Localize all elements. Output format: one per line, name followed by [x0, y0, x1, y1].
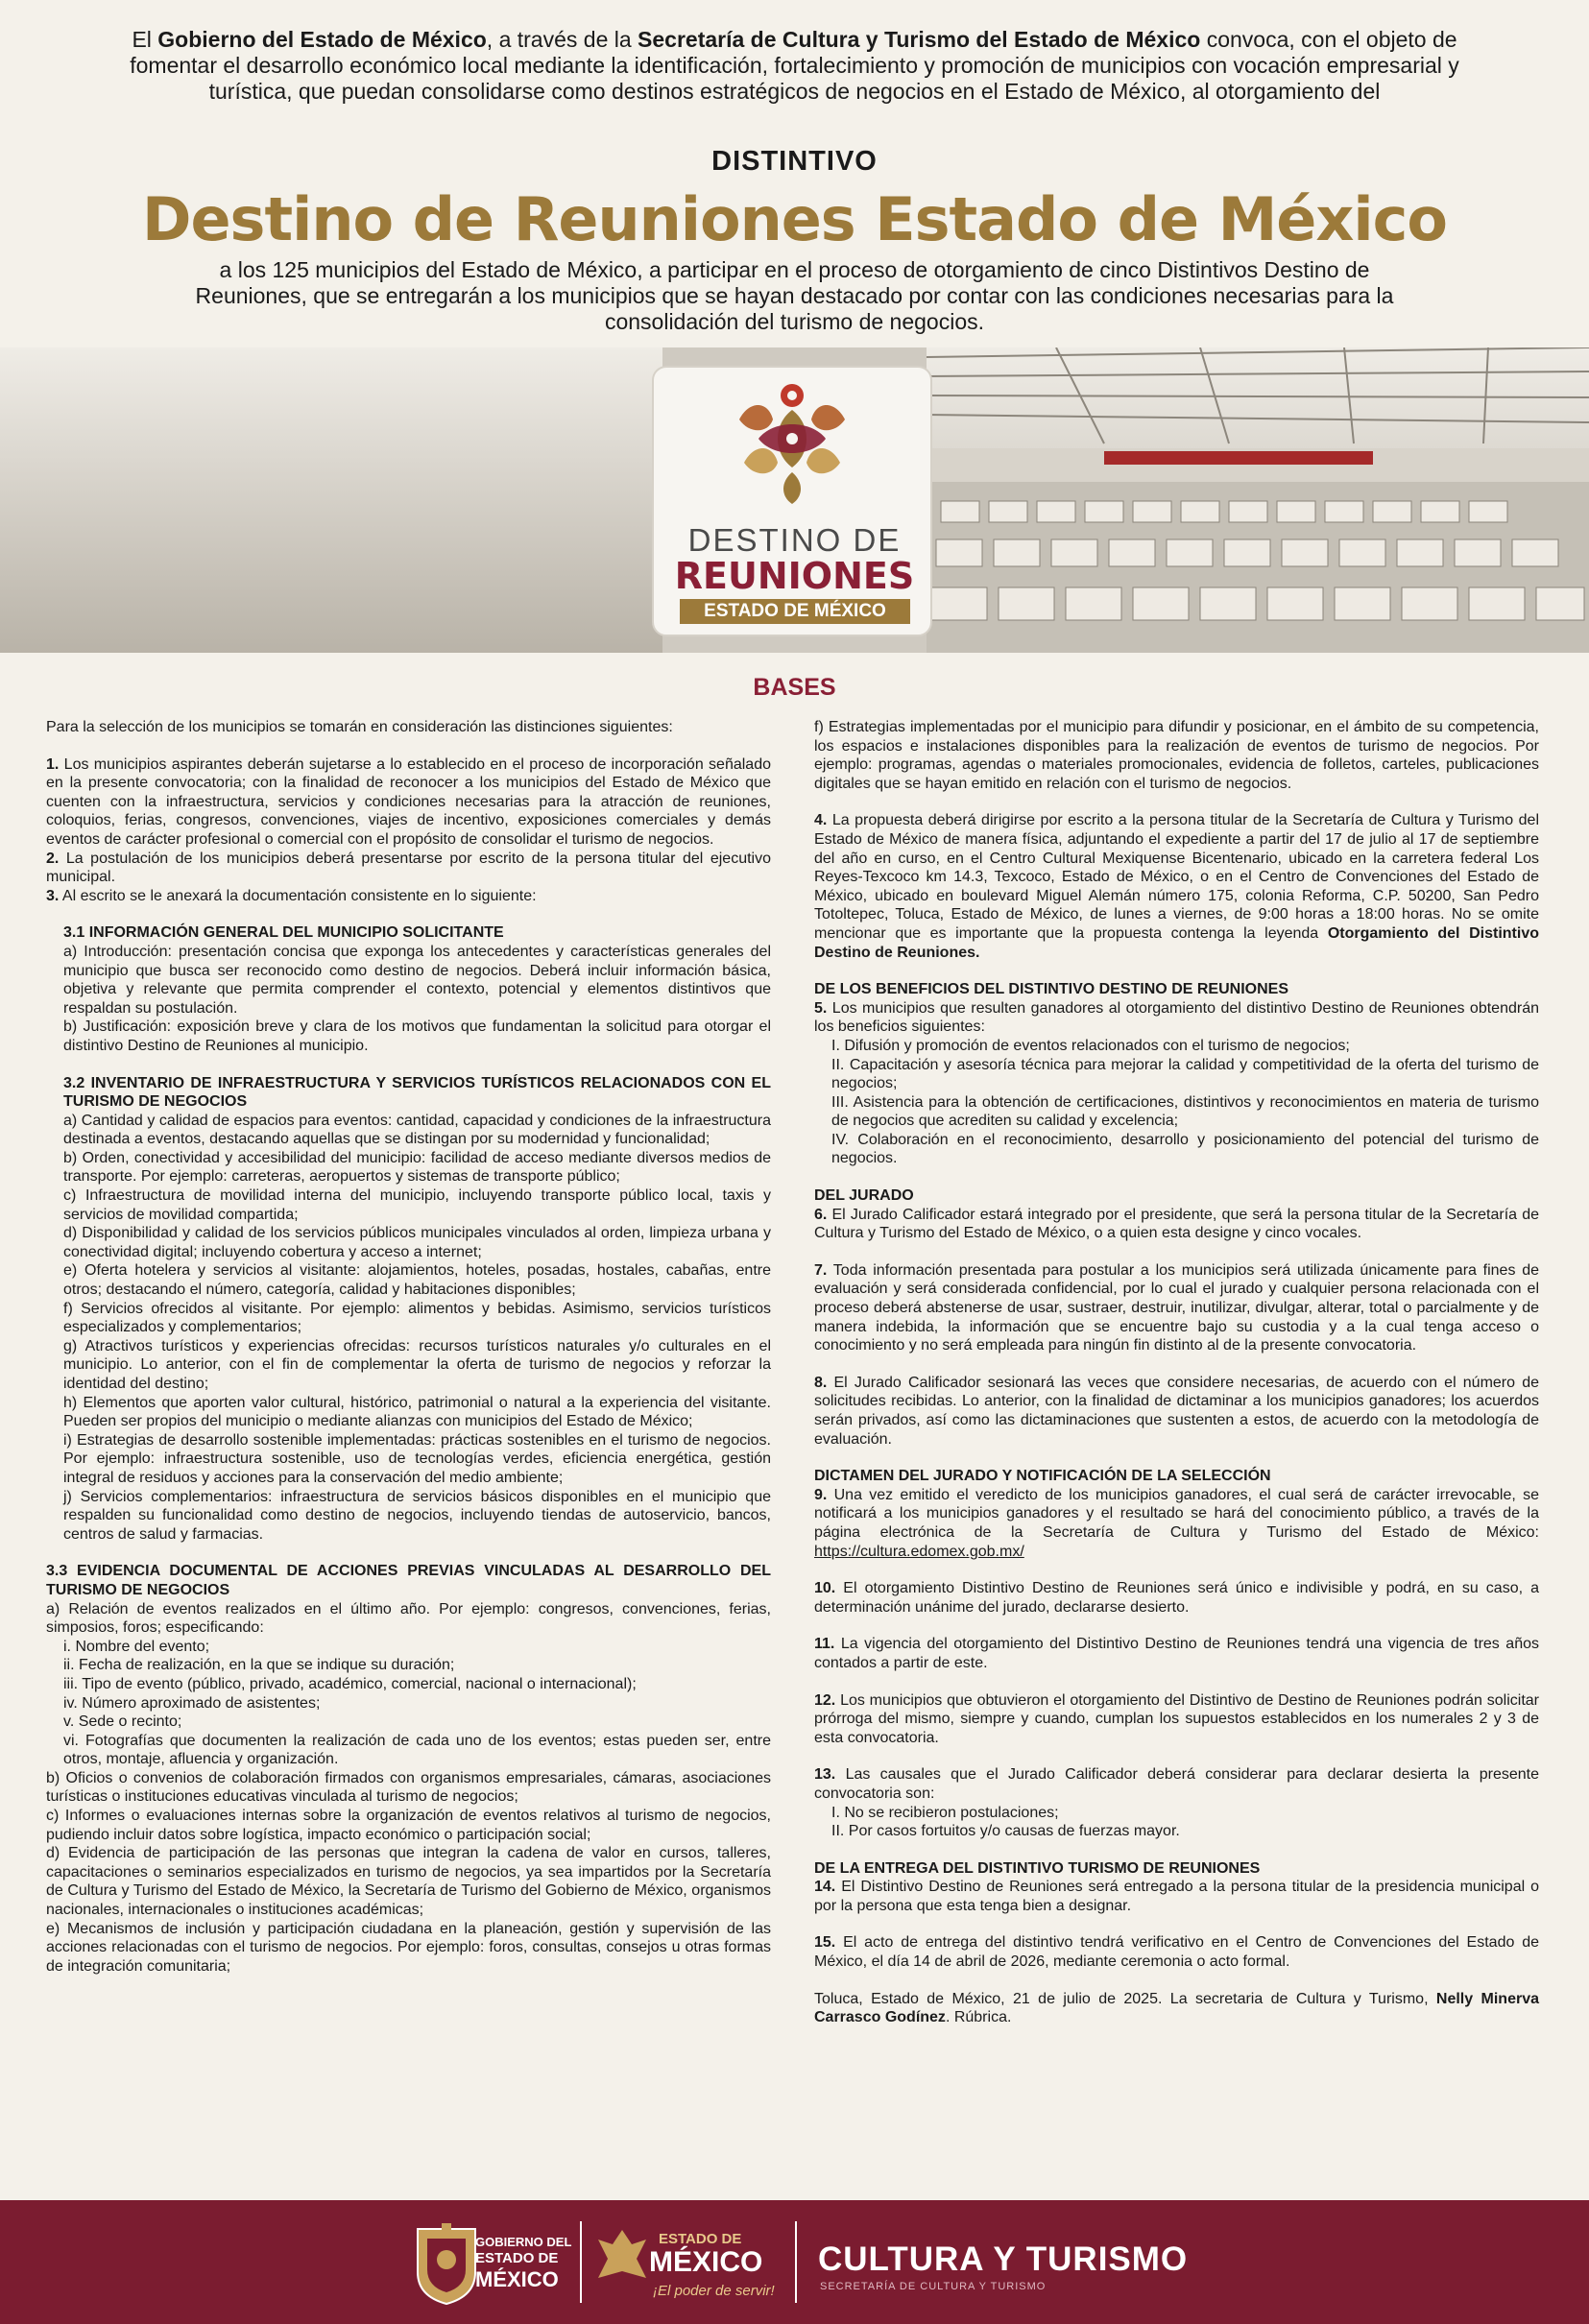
list-item: d) Evidencia de participación de las personas que integran la cadena de valor en cursos, talleres, capacitaciones o seminarios especializados en turismo de negocios, ya sea impartidos por la Secretaría de Cultura y Turismo del Estado de México, la Secretaría de Turismo del Gobierno de México, organismos nacionales, internacionales o instituciones académicas; [46, 1845, 771, 1919]
beneficio-4: IV. Colaboración en el reconocimiento, desarrollo y posicionamiento del potencial del turismo de negocios. [831, 1131, 1539, 1167]
section-heading: 3.3 EVIDENCIA DOCUMENTAL DE ACCIONES PREVIAS VINCULADAS AL DESARROLLO DEL TURISMO DE NEGOCIOS [46, 1563, 771, 1598]
point-6: 6. El Jurado Calificador estará integrado por el presidente, que será la persona titular de la Secretaría de Cultura y Turismo del Estado de México, o a quien esta designe y cinco vocales. [814, 1206, 1539, 1242]
intro-paragraph [96, 27, 1493, 105]
numbered-point: 1. Los municipios aspirantes deberán sujetarse a lo establecido en el proceso de incorporación señalado en la presente convocatoria; con la finalidad de reconocer a los municipios del Estado de México que cuenten con la infraestructura, servicios y condiciones necesarias para la atracción de reuniones, coloquios, ferias, congresos, convenciones, viajes de incentivo, exposiciones comerciales y demás eventos de carácter profesional o comercial con el propósito de consolidar el turismo de negocios. [46, 755, 771, 848]
list-item: a) Introducción: presentación concisa que exponga los antecedentes y características generales del municipio que busca ser reconocido como destino de negocios. Deberá incluir información básica, objetiva y relevante que permita comprender el contexto, potencial y elementos distintivos que respaldan su postulación. [63, 943, 771, 1017]
list-item: b) Oficios o convenios de colaboración firmados con organismos empresariales, cámaras, asociaciones turísticas o instituciones educativas vinculada al turismo de negocios; [46, 1769, 771, 1806]
footer-bar [0, 2200, 1589, 2324]
gob-line2: ESTADO DE [475, 2250, 559, 2266]
list-item: iii. Tipo de evento (público, privado, académico, comercial, nacional o internacional); [63, 1675, 637, 1692]
intro-text: El [132, 27, 158, 52]
point-10: 10. El otorgamiento Distintivo Destino de Reuniones será único e indivisible y podrá, en su caso, a determinación unánime del jurado, declararse desierto. [814, 1580, 1539, 1616]
point-7: 7. Toda información presentada para postular a los municipios será utilizada únicamente para fines de evaluación y será considerada confidencial, por lo cual el jurado y cualquier persona relacionada con el proceso deberá abstenerse de usar, sustraer, destruir, inutilizar, divulgar, alterar, total o parcialmente y de manera indebida, la información que se encuentre bajo su custodia y a la cual tenga acceso o conocimiento y no será empleada para ningún fin distinto al de la presente convocatoria. [814, 1261, 1539, 1354]
list-item: iv. Número aproximado de asistentes; [63, 1694, 321, 1712]
logo-line1: DESTINO DE [687, 522, 902, 558]
list-item: vi. Fotografías que documenten la realización de cada uno de los eventos; estas pueden ser, entre otros, montaje, afluencia y organización. [63, 1732, 771, 1768]
beneficio-2: II. Capacitación y asesoría técnica para mejorar la calidad y competitividad de la oferta del turismo de negocios; [831, 1056, 1539, 1092]
heading-dictamen: DICTAMEN DEL JURADO Y NOTIFICACIÓN DE LA SELECCIÓN [814, 1468, 1271, 1485]
heading-beneficios: DE LOS BENEFICIOS DEL DISTINTIVO DESTINO DE REUNIONES [814, 981, 1288, 998]
list-item: a) Relación de eventos realizados en el último año. Por ejemplo: congresos, convenciones, ferias, simposios, foros; especificando: [46, 1600, 771, 1637]
point-4: 4. La propuesta deberá dirigirse por escrito a la persona titular de la Secretaría de Cultura y Turismo del Estado de México de manera física, adjuntando el expediente a partir del 17 de julio al 17 de septiembre del año en curso, en el Centro Cultural Mexiquense Bicentenario, ubicado en la carretera federal Los Reyes-Texcoco km 14.3, Texcoco, Estado de México, o en el Centro de Convenciones del Estado de México, ubicado en boulevard Miguel Alemán número 175, colonia Reforma, C.P. 50200, San Pedro Totoltepec, Toluca, Estado de México, de lunes a viernes, de 9:00 horas a 18:00 horas. No se omite mencionar que es importante que la propuesta contenga la leyenda Otorgamiento del Distintivo Destino de Reuniones. [814, 812, 1539, 961]
intro-secretaria: Secretaría de Cultura y Turismo del Estado de México [638, 27, 1201, 52]
gob-line3: MÉXICO [475, 2267, 559, 2291]
section-heading: 3.2 INVENTARIO DE INFRAESTRUCTURA Y SERVICIOS TURÍSTICOS RELACIONADOS CON EL TURISMO DE NEGOCIOS [63, 1074, 771, 1111]
heading-entrega: DE LA ENTREGA DEL DISTINTIVO TURISMO DE REUNIONES [814, 1859, 1261, 1877]
list-item: Para la selección de los municipios se tomarán en consideración las distinciones siguientes: [46, 719, 673, 735]
causal-1: I. No se recibieron postulaciones; [831, 1804, 1059, 1821]
beneficio-1: I. Difusión y promoción de eventos relacionados con el turismo de negocios; [831, 1037, 1350, 1054]
section-heading: 3.1 INFORMACIÓN GENERAL DEL MUNICIPIO SOLICITANTE [63, 924, 504, 942]
list-item: j) Servicios complementarios: infraestructura de servicios básicos disponibles en el municipio que respalden su funcionalidad como destino de negocios, incluyendo tiendas de autoservicio, bancos, centros de salud y farmacias. [63, 1488, 771, 1543]
intro-text: , a través de la [486, 27, 638, 52]
intro-text: convoca, con el objeto de fomentar el desarrollo económico local mediante la identificación, fortalecimiento y promoción de municipios con vocación empresarial y turística, que puedan consolidarse como destinos estratégicos de negocios en el Estado de México, al otorgamiento del [130, 27, 1459, 104]
list-item: f) Servicios ofrecidos al visitante. Por ejemplo: alimentos y bebidas. Asimismo, servicios turísticos especializados y complementarios; [63, 1300, 771, 1336]
edo-slogan: ¡El poder de servir! [653, 2283, 775, 2299]
item-3-3-f: f) Estrategias implementadas por el municipio para difundir y posicionar, en el ámbito de su competencia, los espacios e instalaciones disponibles para la realización de eventos de turismo de negocios. Por ejemplo: programas, agendas o materiales promocionales, evidencia de folletos, carteles, publicaciones digitales que se hayan emitido en relación con el turismo de negocios. [814, 719, 1539, 792]
edomex-figure-icon [593, 2225, 651, 2292]
point-12: 12. Los municipios que obtuvieron el otorgamiento del Distintivo de Destino de Reuniones podrán solicitar prórroga del mismo, siempre y cuando, cumplan los supuestos establecidos en los numerales 2 y 3 de esta convocatoria. [814, 1691, 1539, 1746]
point-14: 14. El Distintivo Destino de Reuniones será entregado a la persona titular de la presidencia municipal o por la persona que esta tenga bien a designar. [814, 1879, 1539, 1914]
list-item: c) Infraestructura de movilidad interna del municipio, incluyendo transporte público local, taxis y servicios de movilidad compartida; [63, 1187, 771, 1223]
list-item: e) Mecanismos de inclusión y participación ciudadana en la planeación, gestión y supervisión de las acciones relacionadas con el turismo de negocios. Por ejemplo: foros, consultas, consejos u otras formas de integración comunitaria; [46, 1920, 771, 1975]
left-column [46, 718, 771, 1976]
gob-line1: GOBIERNO DEL [475, 2235, 572, 2249]
list-item: g) Atractivos turísticos y experiencias ofrecidas: recursos turísticos naturales y/o culturales en el municipio. Lo anterior, con el fin de complementar la oferta de turismo de negocios y reforzar la identidad del destino; [63, 1337, 771, 1392]
footer-divider [580, 2221, 582, 2303]
beneficio-3: III. Asistencia para la obtención de certificaciones, distintivos y reconocimientos en materia de turismo de negocios que acrediten su calidad y excelencia; [831, 1093, 1539, 1130]
intro-gobierno: Gobierno del Estado de México [157, 27, 487, 52]
point-15: 15. El acto de entrega del distintivo tendrá verificativo en el Centro de Convenciones del Estado de México, el día 14 de abril de 2026, mediante ceremonia o acto formal. [814, 1934, 1539, 1971]
list-item: h) Elementos que aporten valor cultural, histórico, patrimonial o natural a la experiencia del visitante. Pueden ser propios del municipio o mediante alianzas con municipios del Estado de México; [63, 1394, 771, 1430]
numbered-point: 3. Al escrito se le anexará la documentación consistente en lo siguiente: [46, 887, 537, 904]
point-8: 8. El Jurado Calificador sesionará las veces que considere necesarias, de acuerdo con el número de solicitudes recibidas. Lo anterior, con la finalidad de dictaminar a los municipios ganadores; los acuerdos serán privados, así como las dictaminaciones que sustenten a estos, de acuerdo con la metodología de evaluación. [814, 1374, 1539, 1448]
point-11: 11. La vigencia del otorgamiento del Distintivo Destino de Reuniones tendrá una vigencia de tres años contados a partir de este. [814, 1636, 1539, 1671]
list-item: i. Nombre del evento; [63, 1638, 210, 1655]
event-photo-banner [0, 347, 1589, 653]
cultura-turismo-title: CULTURA Y TURISMO [818, 2240, 1189, 2278]
list-item: c) Informes o evaluaciones internas sobre la organización de eventos relativos al turismo de negocios, pudiendo incluir datos sobre logística, impacto económico o participación social; [46, 1808, 771, 1843]
numbered-point: 2. La postulación de los municipios deberá presentarse por escrito de la persona titular del ejecutivo municipal. [46, 850, 771, 886]
logo-line2: REUNIONES [674, 555, 915, 597]
list-item: d) Disponibilidad y calidad de los servicios públicos municipales vinculados al orden, limpieza urbana y conectividad digital; incluyendo cobertura y acceso a internet; [63, 1225, 771, 1260]
right-column [814, 718, 1539, 2027]
edo-line1: ESTADO DE [659, 2231, 742, 2247]
causal-2: II. Por casos fortuitos y/o causas de fuerzas mayor. [831, 1823, 1180, 1840]
closing-signature: Toluca, Estado de México, 21 de julio de 2025. La secretaria de Cultura y Turismo, Nelly Minerva Carrasco Godínez. Rúbrica. [814, 1990, 1540, 2026]
point-5: 5. Los municipios que resulten ganadores al otorgamiento del distintivo Destino de Reuniones obtendrán los beneficios siguientes: [814, 999, 1539, 1036]
list-item: v. Sede o recinto; [63, 1713, 182, 1731]
point-9: 9. Una vez emitido el veredicto de los municipios ganadores, el cual será de carácter irrevocable, se notificará a los municipios ganadores y el resultado se hará del conocimiento público, a través de la página electrónica de la Secretaría de Cultura y Turismo del Estado de México: https://cultura.edomex.gob.mx/ [814, 1486, 1539, 1560]
heading-jurado: DEL JURADO [814, 1187, 914, 1205]
list-item: b) Justificación: exposición breve y clara de los motivos que fundamentan la solicitud para otorgar el distintivo Destino de Reuniones al municipio. [63, 1018, 771, 1054]
cultura-turismo-subtitle: SECRETARÍA DE CULTURA Y TURISMO [820, 2281, 1047, 2292]
list-item: ii. Fecha de realización, en la que se indique su duración; [63, 1657, 455, 1674]
list-item: a) Cantidad y calidad de espacios para eventos: cantidad, capacidad y condiciones de la infraestructura destinada a eventos, destacando aquellas que se distingan por su modernidad y funcionalidad; [63, 1112, 771, 1148]
list-item: b) Orden, conectividad y accesibilidad del municipio: facilidad de acceso mediante diversos medios de transporte. Por ejemplo: carreteras, aeropuertos y sistemas de transporte público; [63, 1149, 771, 1186]
list-item: i) Estrategias de desarrollo sostenible implementadas: prácticas sostenibles en el turismo de negocios. Por ejemplo: infraestructura sostenible, uso de tecnologías verdes, eficiencia energética, gestión integral de residuos y acciones para la conservación del medio ambiente; [63, 1431, 771, 1486]
bases-title: BASES [753, 674, 836, 701]
edo-line2: MÉXICO [649, 2246, 763, 2278]
intro-secondary: a los 125 municipios del Estado de México, a participar en el proceso de otorgamiento de cinco Distintivos Destino de Reuniones, que se entregarán a los municipios que se hayan destacado por contar con las condiciones necesarias para la consolidación del turismo de negocios. [195, 257, 1394, 334]
point-13: 13. Las causales que el Jurado Calificador deberá considerar para declarar desierta la presente convocatoria son: [814, 1766, 1539, 1802]
footer-divider [795, 2221, 797, 2303]
distintivo-label: DISTINTIVO [711, 146, 878, 177]
list-item: e) Oferta hotelera y servicios al visitante: alojamientos, hoteles, posadas, hostales, cabañas, entre otros; destacando el número, categoría, calidad y habitaciones disponibles; [63, 1262, 771, 1299]
main-title: Destino de Reuniones Estado de México [142, 184, 1447, 254]
logo-line3: ESTADO DE MÉXICO [680, 599, 910, 624]
cultura-edomex-link[interactable]: https://cultura.edomex.gob.mx/ [814, 1543, 1024, 1560]
